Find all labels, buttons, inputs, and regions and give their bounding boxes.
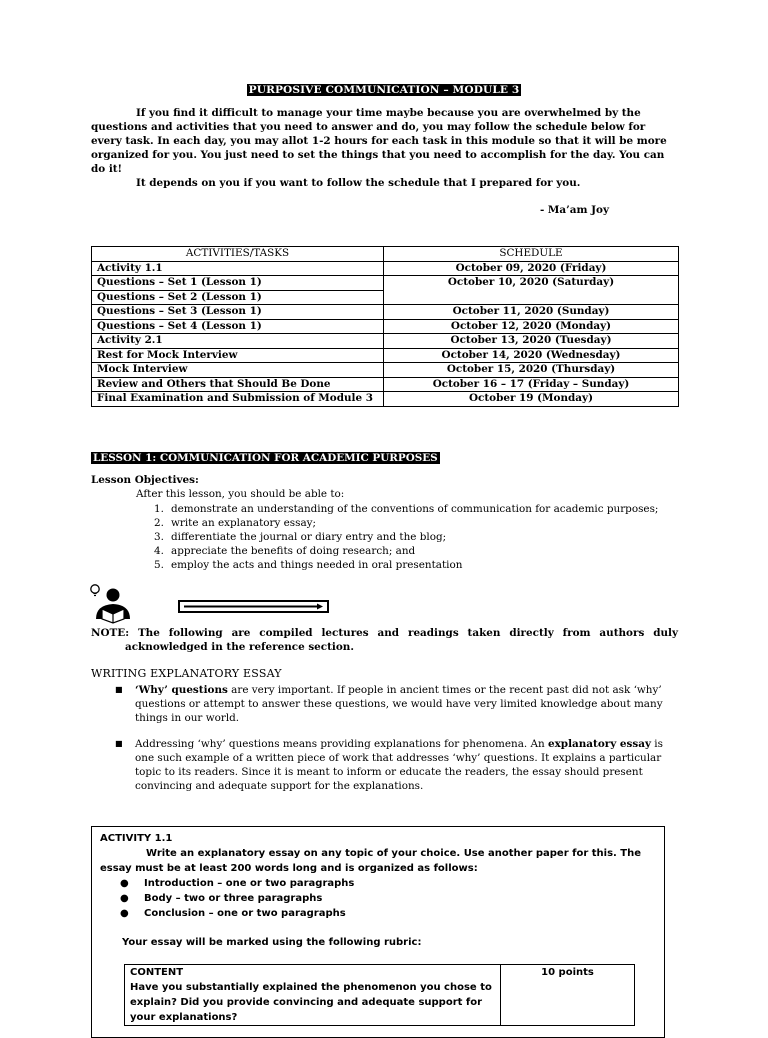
- rubric-intro: Your essay will be marked using the following rubric:: [122, 937, 422, 948]
- table-row: [92, 363, 679, 378]
- table-row: [92, 334, 679, 349]
- activity-title: ACTIVITY 1.1: [100, 833, 173, 844]
- essay-parts-list: [120, 876, 354, 921]
- bullet-icon: ■: [115, 685, 123, 694]
- table-row: [92, 392, 679, 407]
- table-row: [92, 276, 679, 291]
- activity-instructions: Write an explanatory essay on any topic of your choice. Use another paper for this. The essay must be at least 200 words long and is organized as follows:: [100, 848, 642, 874]
- bullet-item: ■ Addressing ‘why’ questions means providing explanations for phenomena. An explanatory essay is one such example of a written piece of work that addresses ‘why’ questions. It explains a particular topic to its readers. Since it is meant to inform or educate the readers, the essay should present convincing and adequate support for the explanations.: [115, 738, 663, 792]
- activity-box: [91, 826, 665, 1038]
- schedule-cell: October 15, 2020 (Thursday): [384, 363, 679, 378]
- intro-paragraph-2: It depends on you if you want to follow the schedule that I prepared for you.: [136, 177, 581, 189]
- list-item: ● Introduction – one or two paragraphs: [120, 878, 355, 889]
- module-title-text: PURPOSIVE COMMUNICATION – MODULE 3: [248, 84, 520, 96]
- objectives-lead: After this lesson, you should be able to:: [136, 488, 345, 500]
- bullet-icon: ●: [120, 878, 129, 889]
- intro-section: [91, 106, 678, 190]
- lesson-title: [91, 446, 440, 465]
- task-cell: Activity 2.1: [92, 334, 384, 349]
- rubric-criterion-cell: [125, 965, 501, 1026]
- table-row: [92, 377, 679, 392]
- rubric-description: Have you substantially explained the phenomenon you chose to explain? Did you provide convincing and adequate support for your explanations?: [130, 982, 492, 1023]
- task-cell: Mock Interview: [92, 363, 384, 378]
- schedule-header-row: [92, 247, 679, 262]
- table-row: [125, 965, 635, 1026]
- objectives-list: [154, 502, 658, 572]
- list-item: ● Conclusion – one or two paragraphs: [120, 908, 346, 919]
- table-row: [92, 319, 679, 334]
- list-item: 2. write an explanatory essay;: [154, 517, 317, 529]
- schedule-table: [91, 246, 679, 407]
- schedule-cell: October 13, 2020 (Tuesday): [384, 334, 679, 349]
- task-cell: Final Examination and Submission of Module 3: [92, 392, 384, 407]
- schedule-cell: October 16 – 17 (Friday – Sunday): [384, 377, 679, 392]
- bullet-icon: ●: [120, 908, 129, 919]
- list-item: ● Body – two or three paragraphs: [120, 893, 323, 904]
- module-title: [0, 78, 768, 97]
- list-item: 5. employ the acts and things needed in oral presentation: [154, 559, 463, 571]
- task-cell: Activity 1.1: [92, 261, 384, 276]
- rubric-criterion: CONTENT: [130, 967, 184, 978]
- lesson-title-text: LESSON 1: COMMUNICATION FOR ACADEMIC PURPOSES: [93, 452, 438, 464]
- task-cell: Questions – Set 2 (Lesson 1): [92, 290, 384, 305]
- list-item: 1. demonstrate an understanding of the conventions of communication for academic purposes;: [154, 503, 659, 515]
- header-activities: ACTIVITIES/TASKS: [92, 247, 384, 262]
- schedule-cell: October 14, 2020 (Wednesday): [384, 348, 679, 363]
- table-row: [92, 261, 679, 276]
- note: [91, 626, 678, 654]
- signature: - Ma’am Joy: [540, 204, 610, 216]
- task-cell: Questions – Set 1 (Lesson 1): [92, 276, 384, 291]
- schedule-cell: October 10, 2020 (Saturday): [384, 276, 679, 305]
- schedule-cell: October 19 (Monday): [384, 392, 679, 407]
- task-cell: Questions – Set 4 (Lesson 1): [92, 319, 384, 334]
- task-cell: Rest for Mock Interview: [92, 348, 384, 363]
- list-item: 4. appreciate the benefits of doing research; and: [154, 545, 416, 557]
- note-text: The following are compiled lectures and readings taken directly from authors duly acknowledged in the reference section.: [125, 627, 678, 653]
- bullet-icon: ●: [120, 893, 129, 904]
- bullet-item: ■ ‘Why’ questions are very important. If people in ancient times or the recent past did not ask ‘why’ questions or attempt to answer these questions, we would have very limited knowledge about many things in our world.: [115, 684, 663, 724]
- intro-paragraph-1: If you find it difficult to manage your time maybe because you are overwhelmed by the questions and activities that you need to answer and do, you may follow the schedule below for every task. In each day, you may allot 1-2 hours for each task in this module so that it will be more organized for you. You just need to set the things that you need to accomplish for the day. You can do it!: [91, 107, 667, 175]
- rubric-table: [124, 964, 635, 1026]
- table-row: [92, 305, 679, 320]
- header-schedule: SCHEDULE: [384, 247, 679, 262]
- bullet-icon: ■: [115, 739, 123, 748]
- table-row: [92, 348, 679, 363]
- section-title: WRITING EXPLANATORY ESSAY: [91, 667, 282, 680]
- rubric-points: 10 points: [501, 965, 635, 1026]
- task-cell: Review and Others that Should Be Done: [92, 377, 384, 392]
- note-label: NOTE:: [91, 627, 130, 639]
- task-cell: Questions – Set 3 (Lesson 1): [92, 305, 384, 320]
- arrow-right-icon: [178, 600, 329, 613]
- list-item: 3. differentiate the journal or diary entry and the blog;: [154, 531, 447, 543]
- schedule-cell: October 11, 2020 (Sunday): [384, 305, 679, 320]
- reader-icon: [88, 583, 138, 625]
- schedule-cell: October 12, 2020 (Monday): [384, 319, 679, 334]
- schedule-cell: October 09, 2020 (Friday): [384, 261, 679, 276]
- objectives-heading: Lesson Objectives:: [91, 474, 199, 486]
